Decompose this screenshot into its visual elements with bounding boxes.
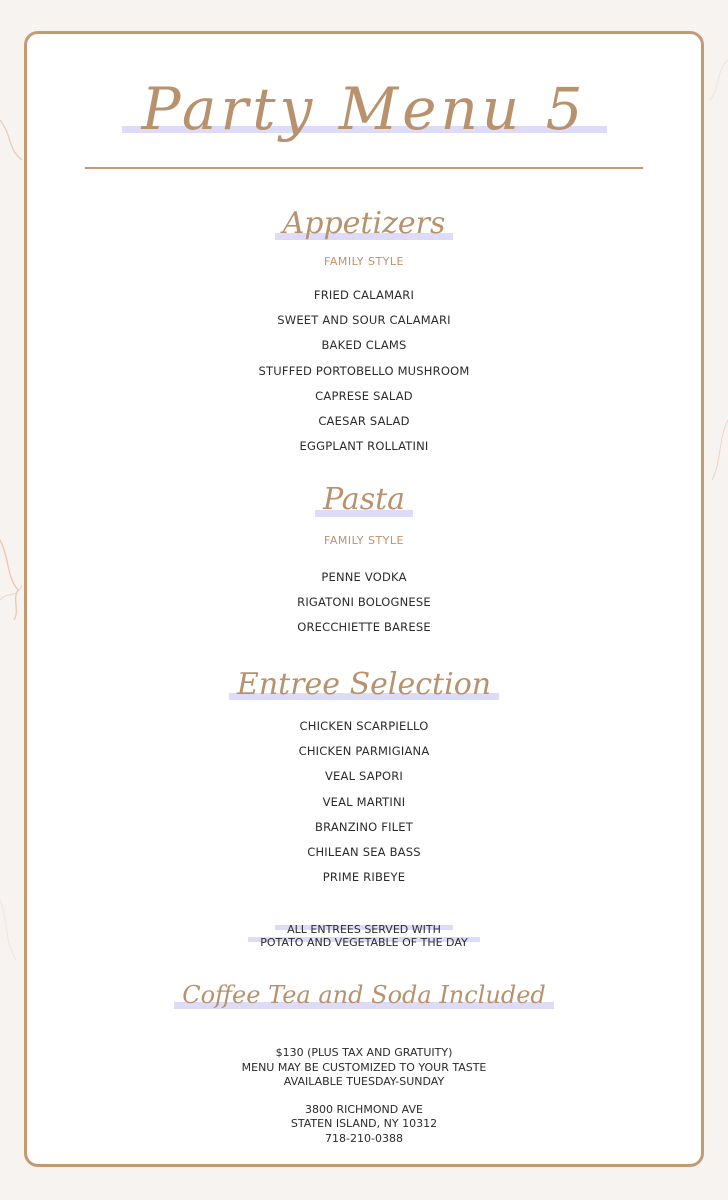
section-subtitle: FAMILY STYLE	[324, 534, 404, 547]
menu-title	[122, 74, 607, 144]
included-title: Coffee Tea and Soda Included	[174, 977, 554, 1013]
section-subtitle: FAMILY STYLE	[324, 255, 404, 268]
list-item: STUFFED PORTOBELLO MUSHROOM	[258, 363, 470, 378]
list-item: VEAL SAPORI	[324, 769, 403, 784]
list-item: CAPRESE SALAD	[315, 388, 413, 403]
list-item: RIGATONI BOLOGNESE	[297, 595, 431, 610]
list-item: CHILEAN SEA BASS	[307, 844, 421, 859]
availability-line: AVAILABLE TUESDAY-SUNDAY	[283, 1075, 445, 1088]
menu-title-block	[27, 74, 701, 144]
list-item: BRANZINO FILET	[315, 819, 413, 834]
included-header	[27, 977, 701, 1013]
menu-footer	[27, 1046, 701, 1146]
section-title: Pasta	[315, 482, 413, 518]
section-title: Appetizers	[275, 206, 454, 242]
entree-note-line: ALL ENTREES SERVED WITH	[275, 923, 453, 936]
entree-note-line: POTATO AND VEGETABLE OF THE DAY	[248, 936, 479, 949]
title-divider	[85, 167, 643, 169]
list-item: PRIME RIBEYE	[322, 870, 406, 885]
section-title: Entree Selection	[229, 667, 499, 703]
menu-card	[24, 31, 704, 1167]
section-entree-header	[27, 667, 701, 703]
list-item: PENNE VODKA	[321, 570, 407, 584]
list-item: BAKED CLAMS	[321, 338, 407, 353]
appetizer-list	[27, 283, 701, 459]
customize-line: MENU MAY BE CUSTOMIZED TO YOUR TASTE	[241, 1060, 487, 1074]
list-item: SWEET AND SOUR CALAMARI	[277, 313, 451, 328]
entree-note	[27, 923, 701, 949]
list-item: EGGPLANT ROLLATINI	[299, 439, 429, 454]
address-line: STATEN ISLAND, NY 10312	[290, 1117, 438, 1130]
list-item: ORECCHIETTE BARESE	[297, 620, 431, 635]
price-line: $130 (PLUS TAX AND GRATUITY)	[275, 1046, 453, 1059]
pasta-list	[27, 565, 701, 641]
list-item: VEAL MARTINI	[322, 794, 406, 809]
phone-number: 718-210-0388	[325, 1131, 403, 1145]
section-appetizers-header	[27, 206, 701, 242]
address-line: 3800 RICHMOND AVE	[305, 1102, 423, 1116]
menu-title-text: Party Menu 5	[141, 75, 587, 143]
list-item: FRIED CALAMARI	[313, 288, 415, 302]
entree-list	[27, 714, 701, 890]
list-item: CAESAR SALAD	[318, 413, 410, 428]
list-item: CHICKEN PARMIGIANA	[298, 744, 430, 759]
section-pasta-header	[27, 482, 701, 518]
list-item: CHICKEN SCARPIELLO	[299, 719, 429, 733]
